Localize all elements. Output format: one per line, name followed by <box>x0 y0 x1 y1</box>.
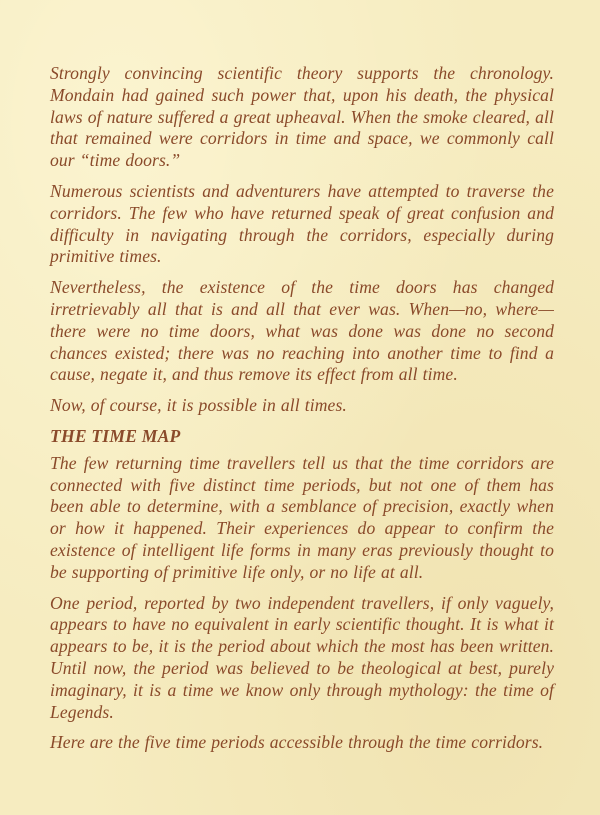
section-heading-time-map: THE TIME MAP <box>50 425 181 446</box>
paragraph-now-possible: Now, of course, it is possible in all times. <box>50 395 347 416</box>
paragraph-chronology: Strongly convincing scientific theory supports the chronology. Mondain had gained such power that, upon his death, the physical laws of nature suffered a great upheaval. When the smoke cleared, all that remained were corridors in time and space, we commonly call our “time doors.” <box>50 63 554 171</box>
paragraph-time-doors-changed: Nevertheless, the existence of the time doors has changed irretrievably all that is and all that ever was. When—no, where—there were no time doors, what was done was done no second chances existed; there was no reaching into another time to find a cause, negate it, and thus remove its effect from all time. <box>50 277 554 385</box>
paragraph-time-of-legends: One period, reported by two independent travellers, if only vaguely, appears to have no equivalent in early scientific thought. It is what it appears to be, it is the period about which the most has been written. Until now, the period was believed to be theological at best, purely imaginary, it is a time we know only through mythology: the time of Legends. <box>50 592 554 722</box>
paragraph-traverse-corridors: Numerous scientists and adventurers have attempted to traverse the corridors. The few who have returned speak of great confusion and difficulty in navigating through the corridors, especially during primitive times. <box>50 180 554 267</box>
paragraph-returning-travellers: The few returning time travellers tell us that the time corridors are connected with five distinct time periods, but not one of them has been able to determine, with a semblance of precision, exactly when or how it happened. Their experiences do appear to confirm the existence of intelligent life forms in many eras previously thought to be supporting of primitive life only, or no life at all. <box>50 452 554 582</box>
paragraph-five-periods: Here are the five time periods accessible through the time corridors. <box>50 732 544 753</box>
